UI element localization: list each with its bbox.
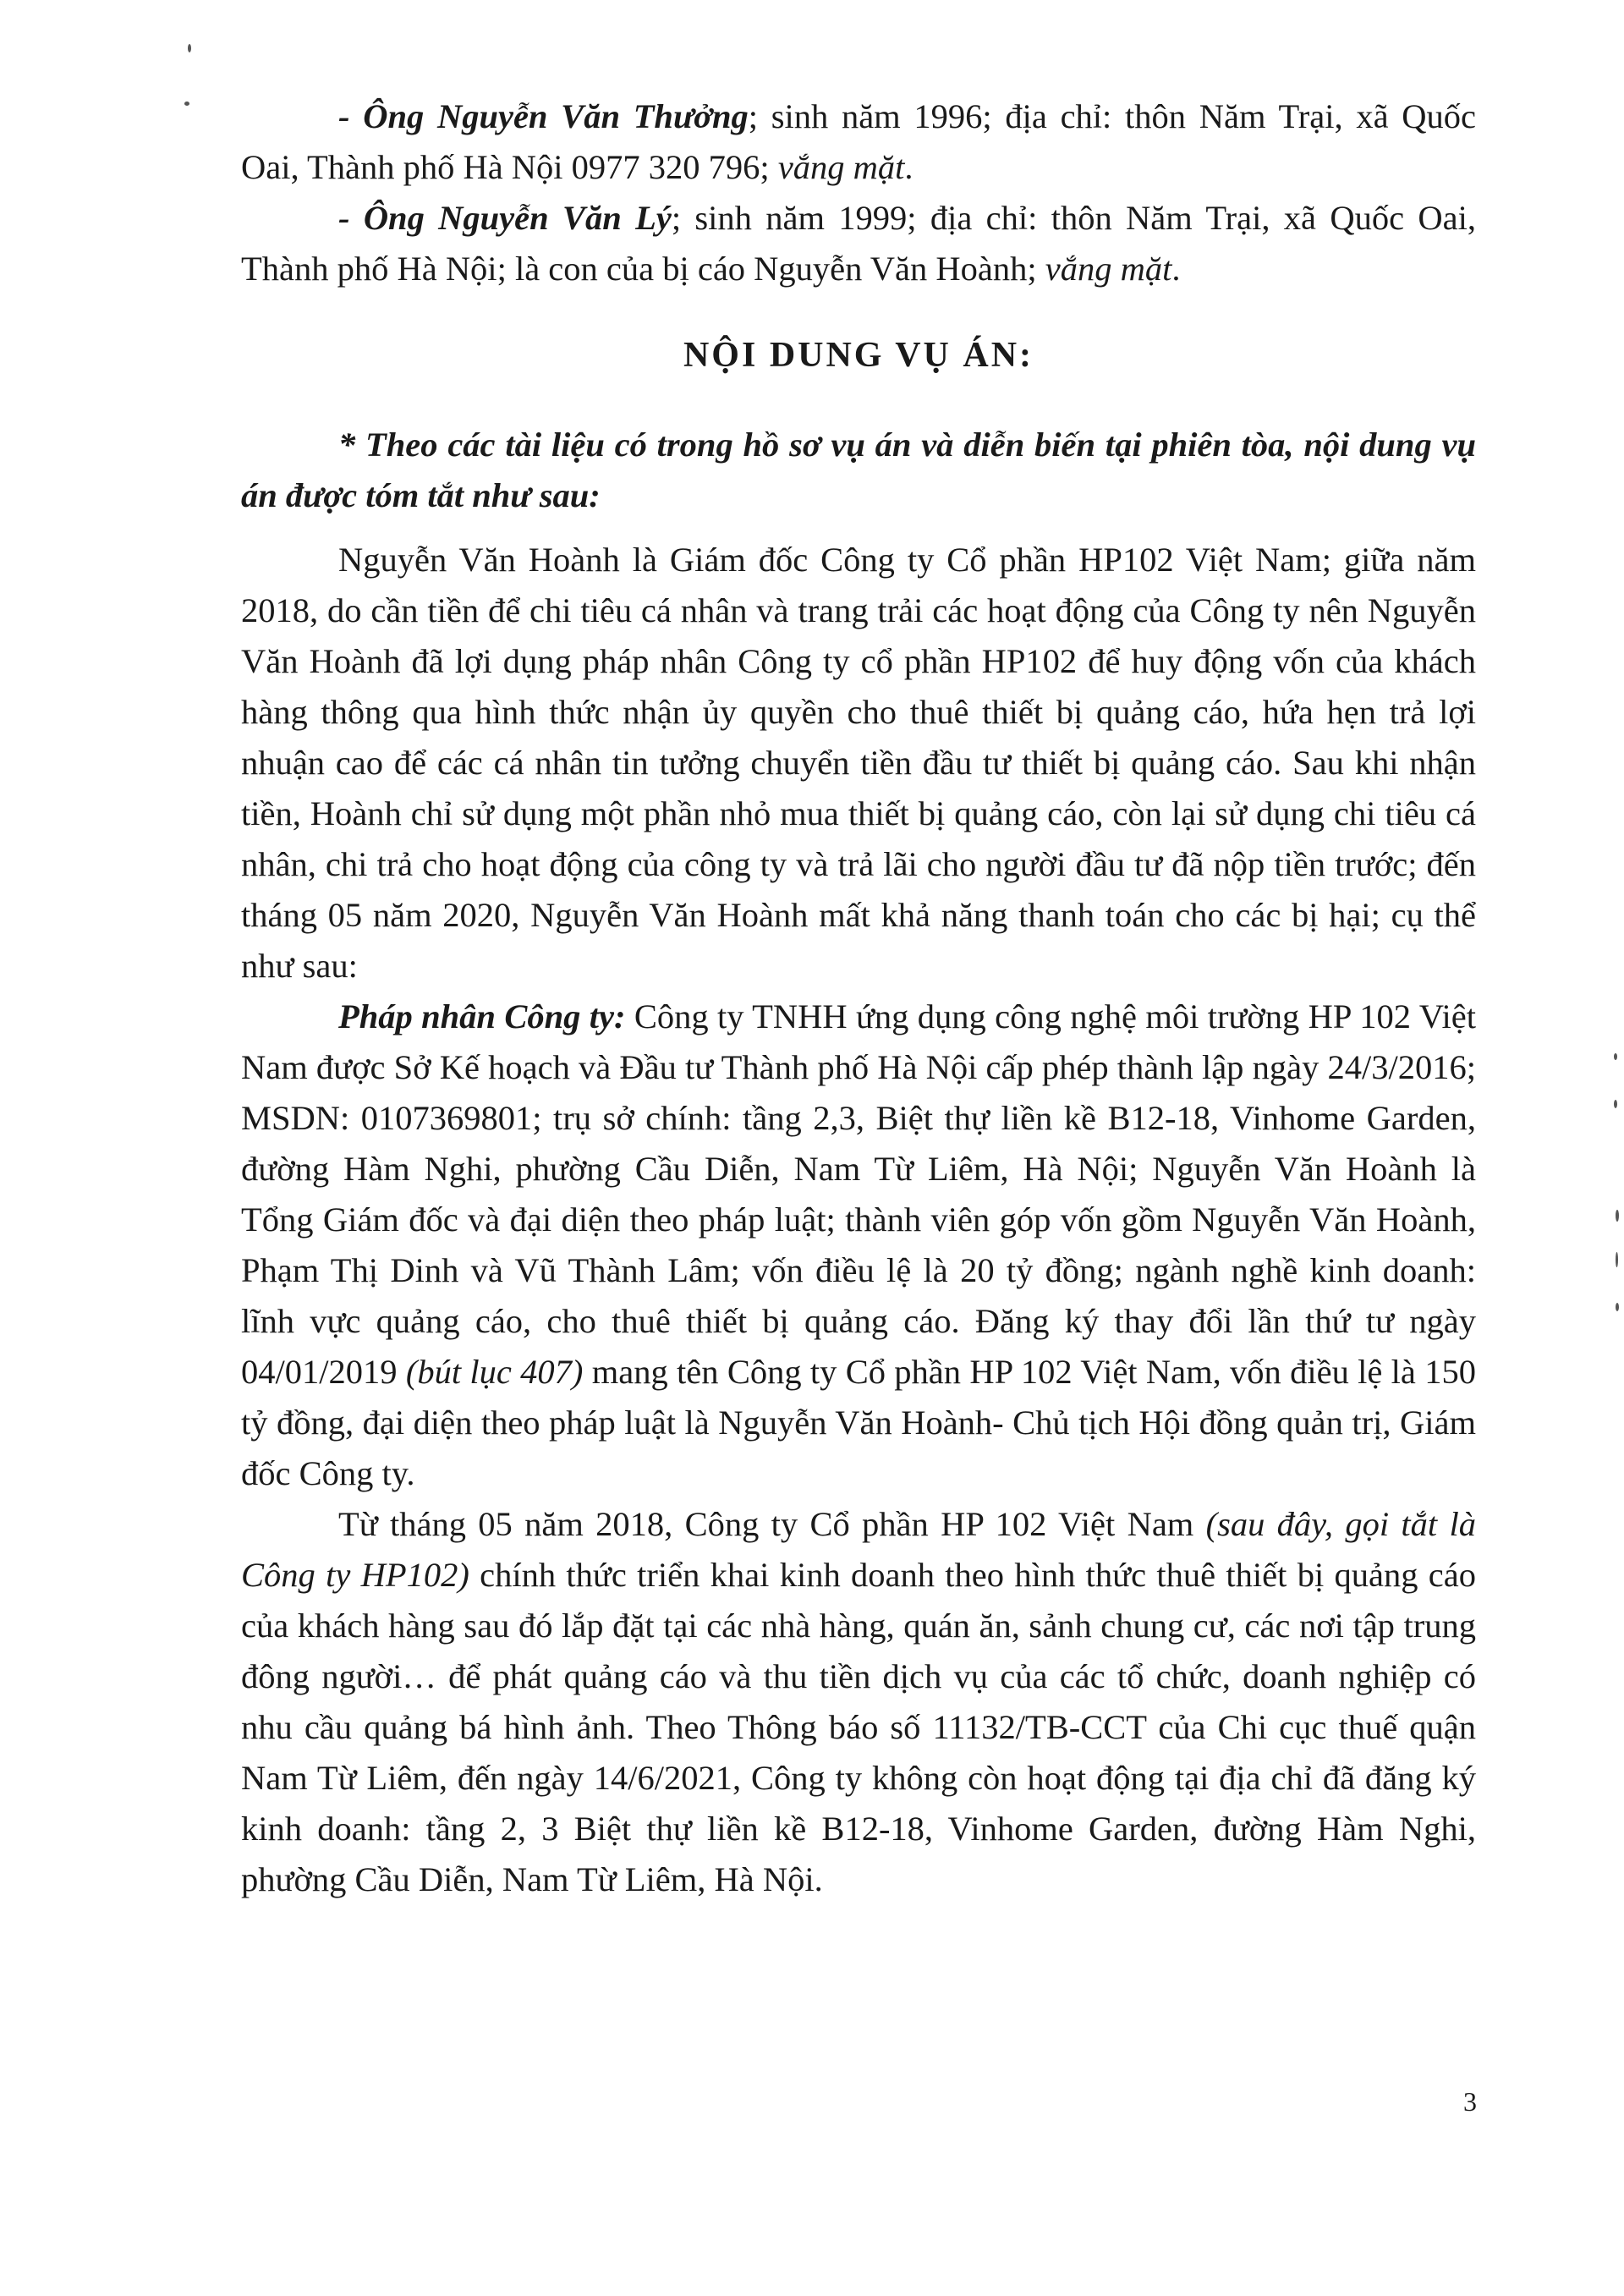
scan-speck: [1616, 1303, 1619, 1311]
person-dash: -: [338, 97, 364, 135]
document-body: [241, 91, 1476, 1905]
person-end: .: [904, 148, 914, 186]
person-status: vắng mặt: [777, 148, 905, 186]
person-details: ; sinh năm 1996; địa chỉ: thôn Năm Trại, xã Quốc Oai, Thành phố Hà Nội 0977 320 796;: [241, 97, 1476, 186]
person-entry: [241, 91, 1476, 193]
scan-speck: [1614, 1100, 1617, 1108]
scan-speck: [1616, 1210, 1619, 1222]
intro-paragraph: * Theo các tài liệu có trong hồ sơ vụ án và diễn biến tại phiên tòa, nội dung vụ án được tóm tắt như sau:: [241, 426, 1476, 514]
scan-speck: [1614, 1053, 1617, 1060]
person-name: Ông Nguyễn Văn Lý: [363, 199, 672, 237]
person-name: Ông Nguyễn Văn Thưởng: [363, 97, 749, 135]
scan-speck: [1616, 1252, 1618, 1267]
business-text: Từ tháng 05 năm 2018, Công ty Cổ phần HP 102 Việt Nam: [338, 1505, 1206, 1543]
section-heading: NỘI DUNG VỤ ÁN:: [683, 336, 1034, 375]
person-status: vắng mặt: [1045, 250, 1172, 288]
business-text-continued: chính thức triển khai kinh doanh theo hình thức thuê thiết bị quảng cáo của khách hàng sau đó lắp đặt tại các nhà hàng, quán ăn, sảnh chung cư, các nơi tập trung đông người… để phát quảng cáo và thu tiền dịch vụ của các tổ chức, doanh nghiệp có nhu cầu quảng bá hình ảnh. Theo Thông báo số 11132/TB-CCT của Chi cục thuế quận Nam Từ Liêm, đến ngày 14/6/2021, Công ty không còn hoạt động tại địa chỉ đã đăng ký kinh doanh: tầng 2, 3 Biệt thự liền kề B12-18, Vinhome Garden, đường Hàm Nghi, phường Cầu Diễn, Nam Từ Liêm, Hà Nội.: [241, 1556, 1476, 1898]
person-end: .: [1171, 250, 1181, 288]
company-paragraph: [241, 991, 1476, 1499]
case-summary-paragraph: Nguyễn Văn Hoành là Giám đốc Công ty Cổ phần HP102 Việt Nam; giữa năm 2018, do cần tiền để chi tiêu cá nhân và trang trải các hoạt động của Công ty nên Nguyễn Văn Hoành đã lợi dụng pháp nhân Công ty cổ phần HP102 để huy động vốn của khách hàng thông qua hình thức nhận ủy quyền cho thuê thiết bị quảng cáo, hứa hẹn trả lợi nhuận cao để các cá nhân tin tưởng chuyển tiền đầu tư thiết bị quảng cáo. Sau khi nhận tiền, Hoành chỉ sử dụng một phần nhỏ mua thiết bị quảng cáo, còn lại sử dụng chi tiêu cá nhân, chi trả cho hoạt động của công ty và trả lãi cho người đầu tư đã nộp tiền trước; đến tháng 05 năm 2020, Nguyễn Văn Hoành mất khả năng thanh toán cho các bị hại; cụ thể như sau:: [241, 541, 1476, 985]
person-dash: -: [338, 199, 364, 237]
scan-speck: [188, 44, 191, 52]
company-alias: (sau đây, gọi tắt là Công ty HP102): [241, 1505, 1476, 1594]
scan-speck: [184, 102, 189, 106]
page-number: 3: [1463, 2086, 1477, 2117]
business-paragraph: [241, 1499, 1476, 1905]
person-details: ; sinh năm 1999; địa chỉ: thôn Năm Trại, xã Quốc Oai, Thành phố Hà Nội; là con của bị cáo Nguyễn Văn Hoành;: [241, 199, 1476, 288]
company-text-continued: mang tên Công ty Cổ phần HP 102 Việt Nam, vốn điều lệ là 150 tỷ đồng, đại diện theo pháp luật là Nguyễn Văn Hoành- Chủ tịch Hội đồng quản trị, Giám đốc Công ty.: [241, 1353, 1476, 1492]
company-label: Pháp nhân Công ty:: [338, 997, 626, 1035]
evidence-reference: (bút lục 407): [405, 1353, 584, 1391]
company-text: Công ty TNHH ứng dụng công nghệ môi trường HP 102 Việt Nam được Sở Kế hoạch và Đầu tư Thành phố Hà Nội cấp phép thành lập ngày 24/3/2016; MSDN: 0107369801; trụ sở chính: tầng 2,3, Biệt thự liền kề B12-18, Vinhome Garden, đường Hàm Nghi, phường Cầu Diễn, Nam Từ Liêm, Hà Nội; Nguyễn Văn Hoành là Tổng Giám đốc và đại diện theo pháp luật; thành viên góp vốn gồm Nguyễn Văn Hoành, Phạm Thị Dinh và Vũ Thành Lâm; vốn điều lệ là 20 tỷ đồng; ngành nghề kinh doanh: lĩnh vực quảng cáo, cho thuê thiết bị quảng cáo. Đăng ký thay đổi lần thứ tư ngày 04/01/2019: [241, 997, 1476, 1391]
person-entry: [241, 193, 1476, 294]
